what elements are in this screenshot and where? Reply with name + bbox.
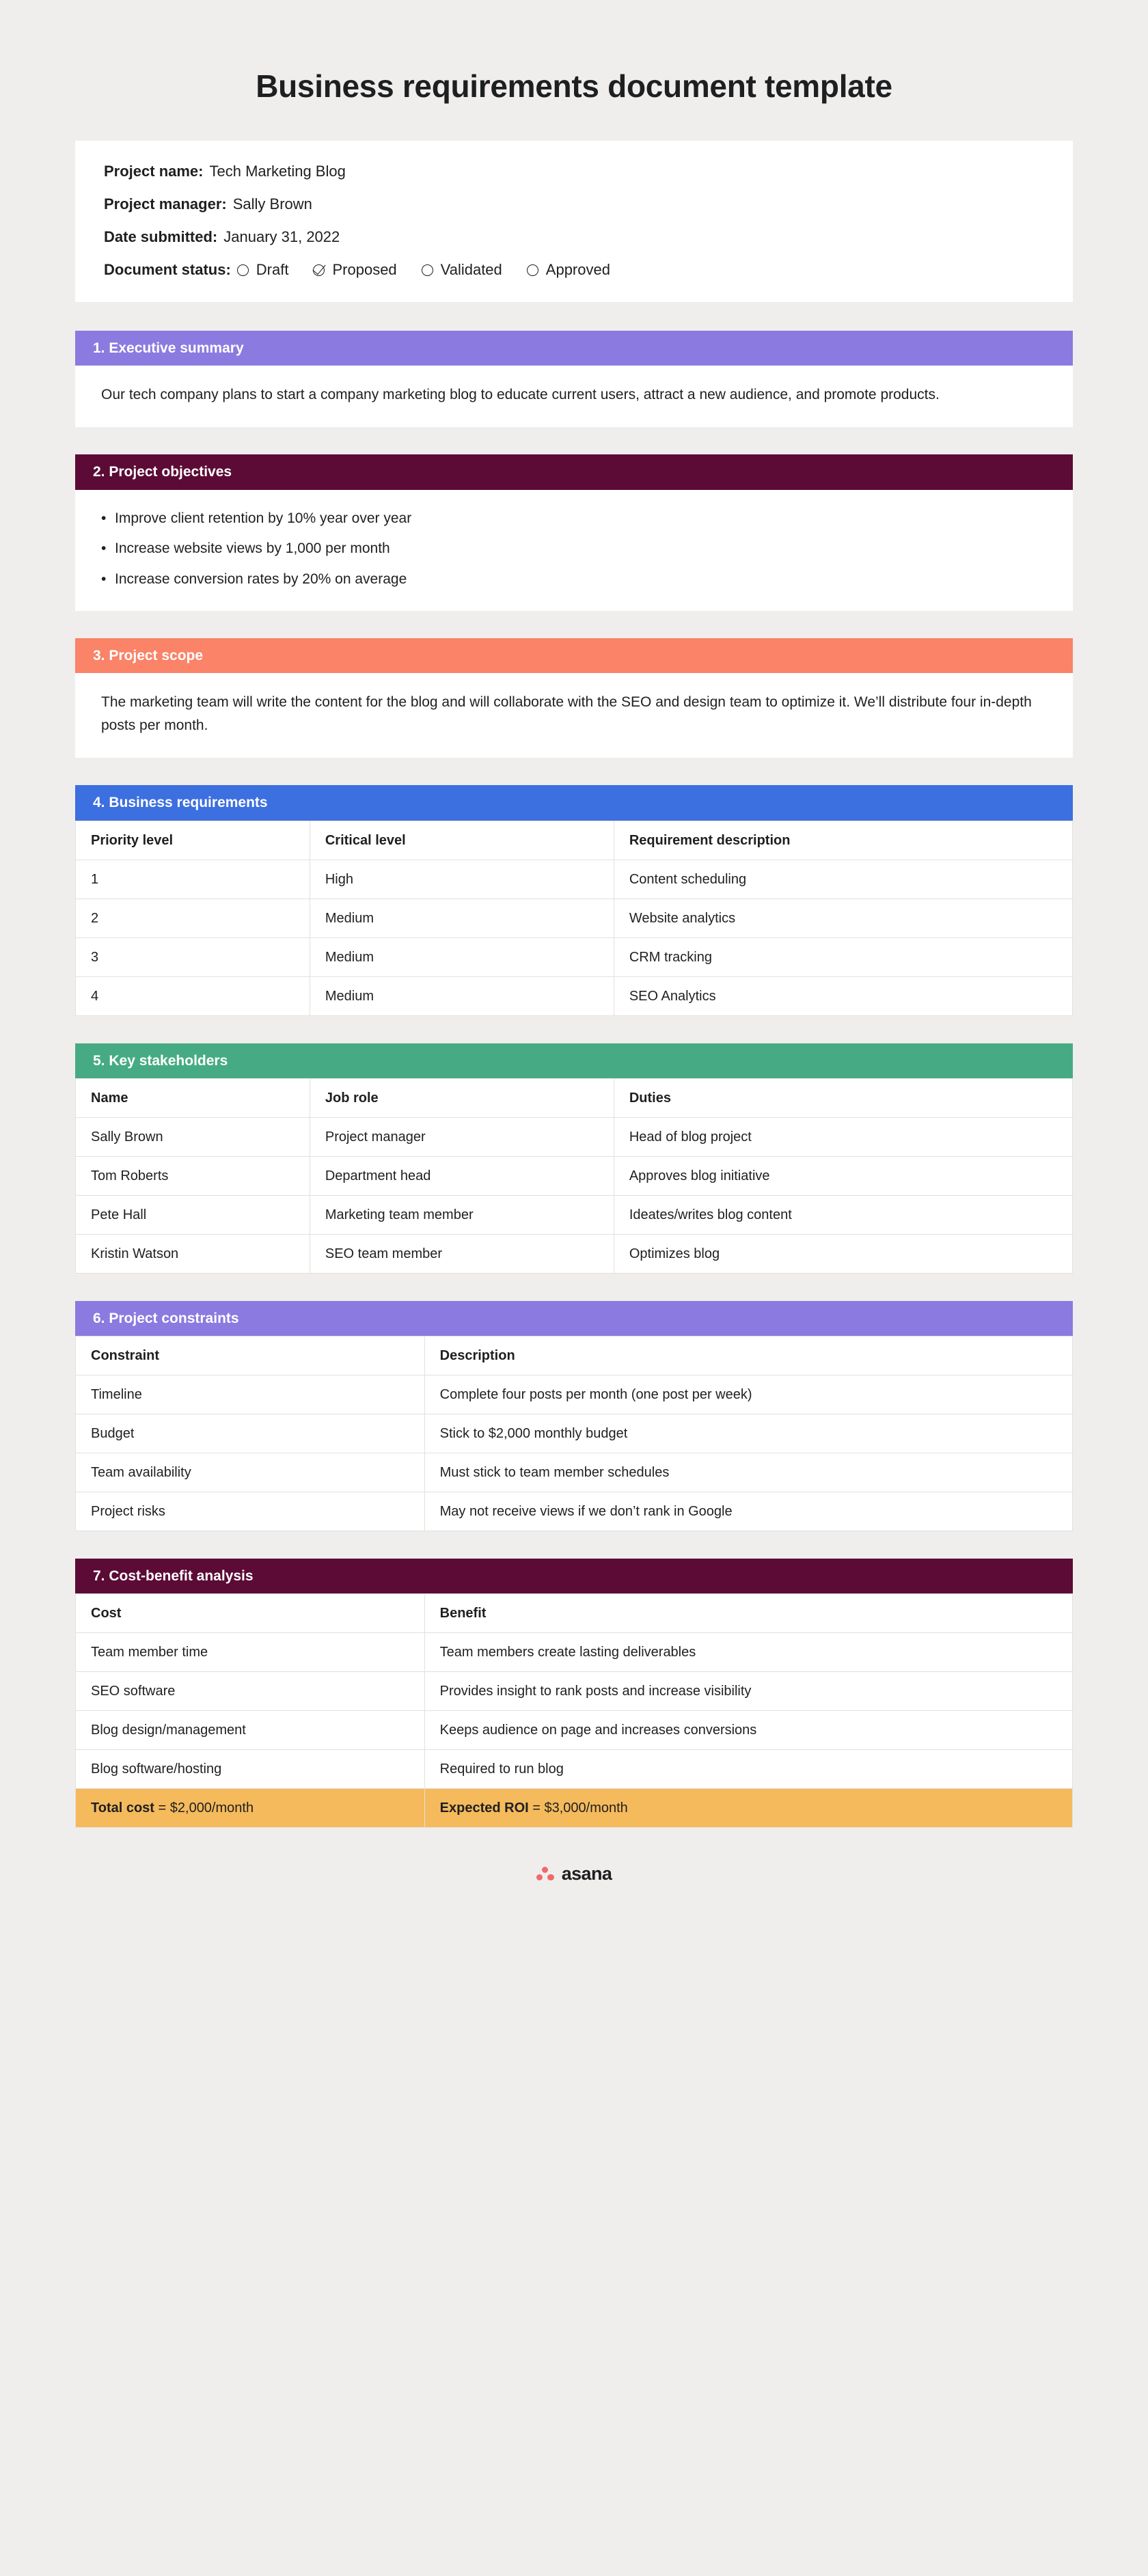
table-cell: Budget bbox=[76, 1414, 425, 1453]
section-header-executive-summary: 1. Executive summary bbox=[75, 331, 1073, 366]
expected-roi-value: = $3,000/month bbox=[528, 1800, 628, 1816]
list-item: • Increase conversion rates by 20% on average bbox=[101, 568, 1047, 591]
table-cell: SEO software bbox=[76, 1672, 425, 1711]
asana-wordmark: asana bbox=[561, 1863, 612, 1885]
column-header: Name bbox=[76, 1078, 310, 1117]
table-cell: Head of blog project bbox=[614, 1117, 1072, 1156]
document-status-row bbox=[104, 262, 1044, 277]
table-cell: Team members create lasting deliverables bbox=[424, 1633, 1072, 1672]
table-header-row bbox=[76, 1078, 1073, 1117]
table-row bbox=[76, 1750, 1073, 1789]
table-cell: Required to run blog bbox=[424, 1750, 1072, 1789]
table-cell: Blog design/management bbox=[76, 1711, 425, 1750]
project-manager-label: Project manager: bbox=[104, 195, 227, 213]
section-header-business-requirements: 4. Business requirements bbox=[75, 785, 1073, 820]
table-row bbox=[76, 937, 1073, 976]
table-row bbox=[76, 1711, 1073, 1750]
status-option-proposed[interactable] bbox=[313, 262, 396, 277]
document-status-options bbox=[237, 262, 610, 277]
table-cell: Medium bbox=[310, 937, 614, 976]
status-option-label-validated: Validated bbox=[440, 261, 502, 279]
section-header-project-scope: 3. Project scope bbox=[75, 638, 1073, 673]
expected-roi-label: Expected ROI bbox=[439, 1800, 529, 1816]
status-option-label-approved: Approved bbox=[545, 261, 610, 279]
footer-branding bbox=[75, 1863, 1073, 1885]
table-row bbox=[76, 1195, 1073, 1234]
section-header-key-stakeholders: 5. Key stakeholders bbox=[75, 1043, 1073, 1078]
status-option-validated[interactable] bbox=[422, 262, 502, 277]
table-cell: Optimizes blog bbox=[614, 1234, 1072, 1273]
table-cell: Keeps audience on page and increases conversions bbox=[424, 1711, 1072, 1750]
table-row bbox=[76, 1414, 1073, 1453]
project-scope-text: The marketing team will write the content for the blog and will collaborate with the SEO and design team to optimize it. We’ll distribute four in-depth posts per month. bbox=[101, 694, 1032, 734]
project-constraints-table bbox=[75, 1336, 1073, 1531]
section-executive-summary bbox=[75, 331, 1073, 427]
table-cell: SEO Analytics bbox=[614, 976, 1072, 1015]
table-row bbox=[76, 1156, 1073, 1195]
column-header: Job role bbox=[310, 1078, 614, 1117]
column-header: Priority level bbox=[76, 821, 310, 860]
date-submitted-value: January 31, 2022 bbox=[223, 228, 340, 246]
table-row bbox=[76, 899, 1073, 937]
table-row-total bbox=[76, 1789, 1073, 1828]
business-requirements-table bbox=[75, 821, 1073, 1016]
project-info-card bbox=[75, 141, 1073, 302]
table-header-row bbox=[76, 821, 1073, 860]
table-row bbox=[76, 1234, 1073, 1273]
table-cell: 1 bbox=[76, 860, 310, 899]
table-cell: Marketing team member bbox=[310, 1195, 614, 1234]
table-cell: Medium bbox=[310, 976, 614, 1015]
asana-logo-icon bbox=[536, 1867, 554, 1882]
project-manager-row bbox=[104, 197, 1044, 212]
table-cell: CRM tracking bbox=[614, 937, 1072, 976]
column-header: Duties bbox=[614, 1078, 1072, 1117]
table-row bbox=[76, 1492, 1073, 1531]
project-manager-value: Sally Brown bbox=[232, 195, 312, 213]
table-cell: Team member time bbox=[76, 1633, 425, 1672]
table-cell: Kristin Watson bbox=[76, 1234, 310, 1273]
table-cell: Must stick to team member schedules bbox=[424, 1453, 1072, 1492]
project-objectives-list bbox=[101, 508, 1047, 591]
section-cost-benefit-analysis bbox=[75, 1559, 1073, 1828]
section-business-requirements bbox=[75, 785, 1073, 1015]
table-cell: Ideates/writes blog content bbox=[614, 1195, 1072, 1234]
project-name-label: Project name: bbox=[104, 163, 204, 180]
column-header: Critical level bbox=[310, 821, 614, 860]
column-header: Cost bbox=[76, 1594, 425, 1633]
total-cost-label: Total cost bbox=[91, 1800, 154, 1816]
table-cell: Provides insight to rank posts and increase visibility bbox=[424, 1672, 1072, 1711]
table-cell: Blog software/hosting bbox=[76, 1750, 425, 1789]
project-name-value: Tech Marketing Blog bbox=[209, 163, 346, 180]
list-item: • Improve client retention by 10% year over year bbox=[101, 508, 1047, 530]
status-option-draft[interactable] bbox=[237, 262, 289, 277]
table-cell: Medium bbox=[310, 899, 614, 937]
table-header-row bbox=[76, 1594, 1073, 1633]
section-body-project-objectives bbox=[75, 490, 1073, 612]
section-project-objectives bbox=[75, 454, 1073, 611]
table-row bbox=[76, 1117, 1073, 1156]
column-header: Requirement description bbox=[614, 821, 1072, 860]
table-row bbox=[76, 976, 1073, 1015]
table-cell: 2 bbox=[76, 899, 310, 937]
radio-icon-proposed[interactable] bbox=[313, 264, 325, 276]
table-cell: Team availability bbox=[76, 1453, 425, 1492]
table-cell: Tom Roberts bbox=[76, 1156, 310, 1195]
section-body-project-scope bbox=[75, 673, 1073, 758]
table-cell: Complete four posts per month (one post per week) bbox=[424, 1375, 1072, 1414]
table-cell: May not receive views if we don’t rank in Google bbox=[424, 1492, 1072, 1531]
project-name-row bbox=[104, 164, 1044, 179]
table-cell: Sally Brown bbox=[76, 1117, 310, 1156]
section-header-project-objectives: 2. Project objectives bbox=[75, 454, 1073, 489]
table-row bbox=[76, 860, 1073, 899]
page-title: Business requirements document template bbox=[256, 68, 892, 104]
table-row bbox=[76, 1672, 1073, 1711]
table-cell: Project risks bbox=[76, 1492, 425, 1531]
total-cost-value: = $2,000/month bbox=[154, 1800, 254, 1816]
executive-summary-text: Our tech company plans to start a company marketing blog to educate current users, attract a new audience, and promote products. bbox=[101, 387, 940, 403]
table-cell: 4 bbox=[76, 976, 310, 1015]
table-cell: 3 bbox=[76, 937, 310, 976]
table-cell: Website analytics bbox=[614, 899, 1072, 937]
date-submitted-row bbox=[104, 230, 1044, 245]
date-submitted-label: Date submitted: bbox=[104, 228, 218, 246]
section-body-executive-summary bbox=[75, 366, 1073, 427]
table-row bbox=[76, 1453, 1073, 1492]
radio-icon-draft[interactable] bbox=[237, 264, 249, 276]
status-option-label-draft: Draft bbox=[256, 261, 289, 279]
list-item: • Increase website views by 1,000 per month bbox=[101, 538, 1047, 560]
section-key-stakeholders bbox=[75, 1043, 1073, 1274]
column-header: Description bbox=[424, 1336, 1072, 1375]
table-cell: Timeline bbox=[76, 1375, 425, 1414]
table-cell: Approves blog initiative bbox=[614, 1156, 1072, 1195]
table-row bbox=[76, 1375, 1073, 1414]
table-header-row bbox=[76, 1336, 1073, 1375]
status-option-approved[interactable] bbox=[527, 262, 610, 277]
table-row bbox=[76, 1633, 1073, 1672]
table-cell: Content scheduling bbox=[614, 860, 1072, 899]
table-cell: Pete Hall bbox=[76, 1195, 310, 1234]
column-header: Benefit bbox=[424, 1594, 1072, 1633]
key-stakeholders-table bbox=[75, 1078, 1073, 1274]
section-project-constraints bbox=[75, 1301, 1073, 1531]
table-cell: Stick to $2,000 monthly budget bbox=[424, 1414, 1072, 1453]
expected-roi-cell bbox=[424, 1789, 1072, 1828]
table-cell: SEO team member bbox=[310, 1234, 614, 1273]
radio-icon-approved[interactable] bbox=[527, 264, 538, 276]
table-cell: Department head bbox=[310, 1156, 614, 1195]
total-cost-cell bbox=[76, 1789, 425, 1828]
status-option-label-proposed: Proposed bbox=[332, 261, 397, 279]
column-header: Constraint bbox=[76, 1336, 425, 1375]
section-header-project-constraints: 6. Project constraints bbox=[75, 1301, 1073, 1336]
cost-benefit-table bbox=[75, 1593, 1073, 1828]
document-status-label: Document status: bbox=[104, 261, 231, 279]
table-cell: Project manager bbox=[310, 1117, 614, 1156]
radio-icon-validated[interactable] bbox=[422, 264, 433, 276]
section-header-cost-benefit-analysis: 7. Cost-benefit analysis bbox=[75, 1559, 1073, 1593]
section-project-scope bbox=[75, 638, 1073, 758]
table-cell: High bbox=[310, 860, 614, 899]
